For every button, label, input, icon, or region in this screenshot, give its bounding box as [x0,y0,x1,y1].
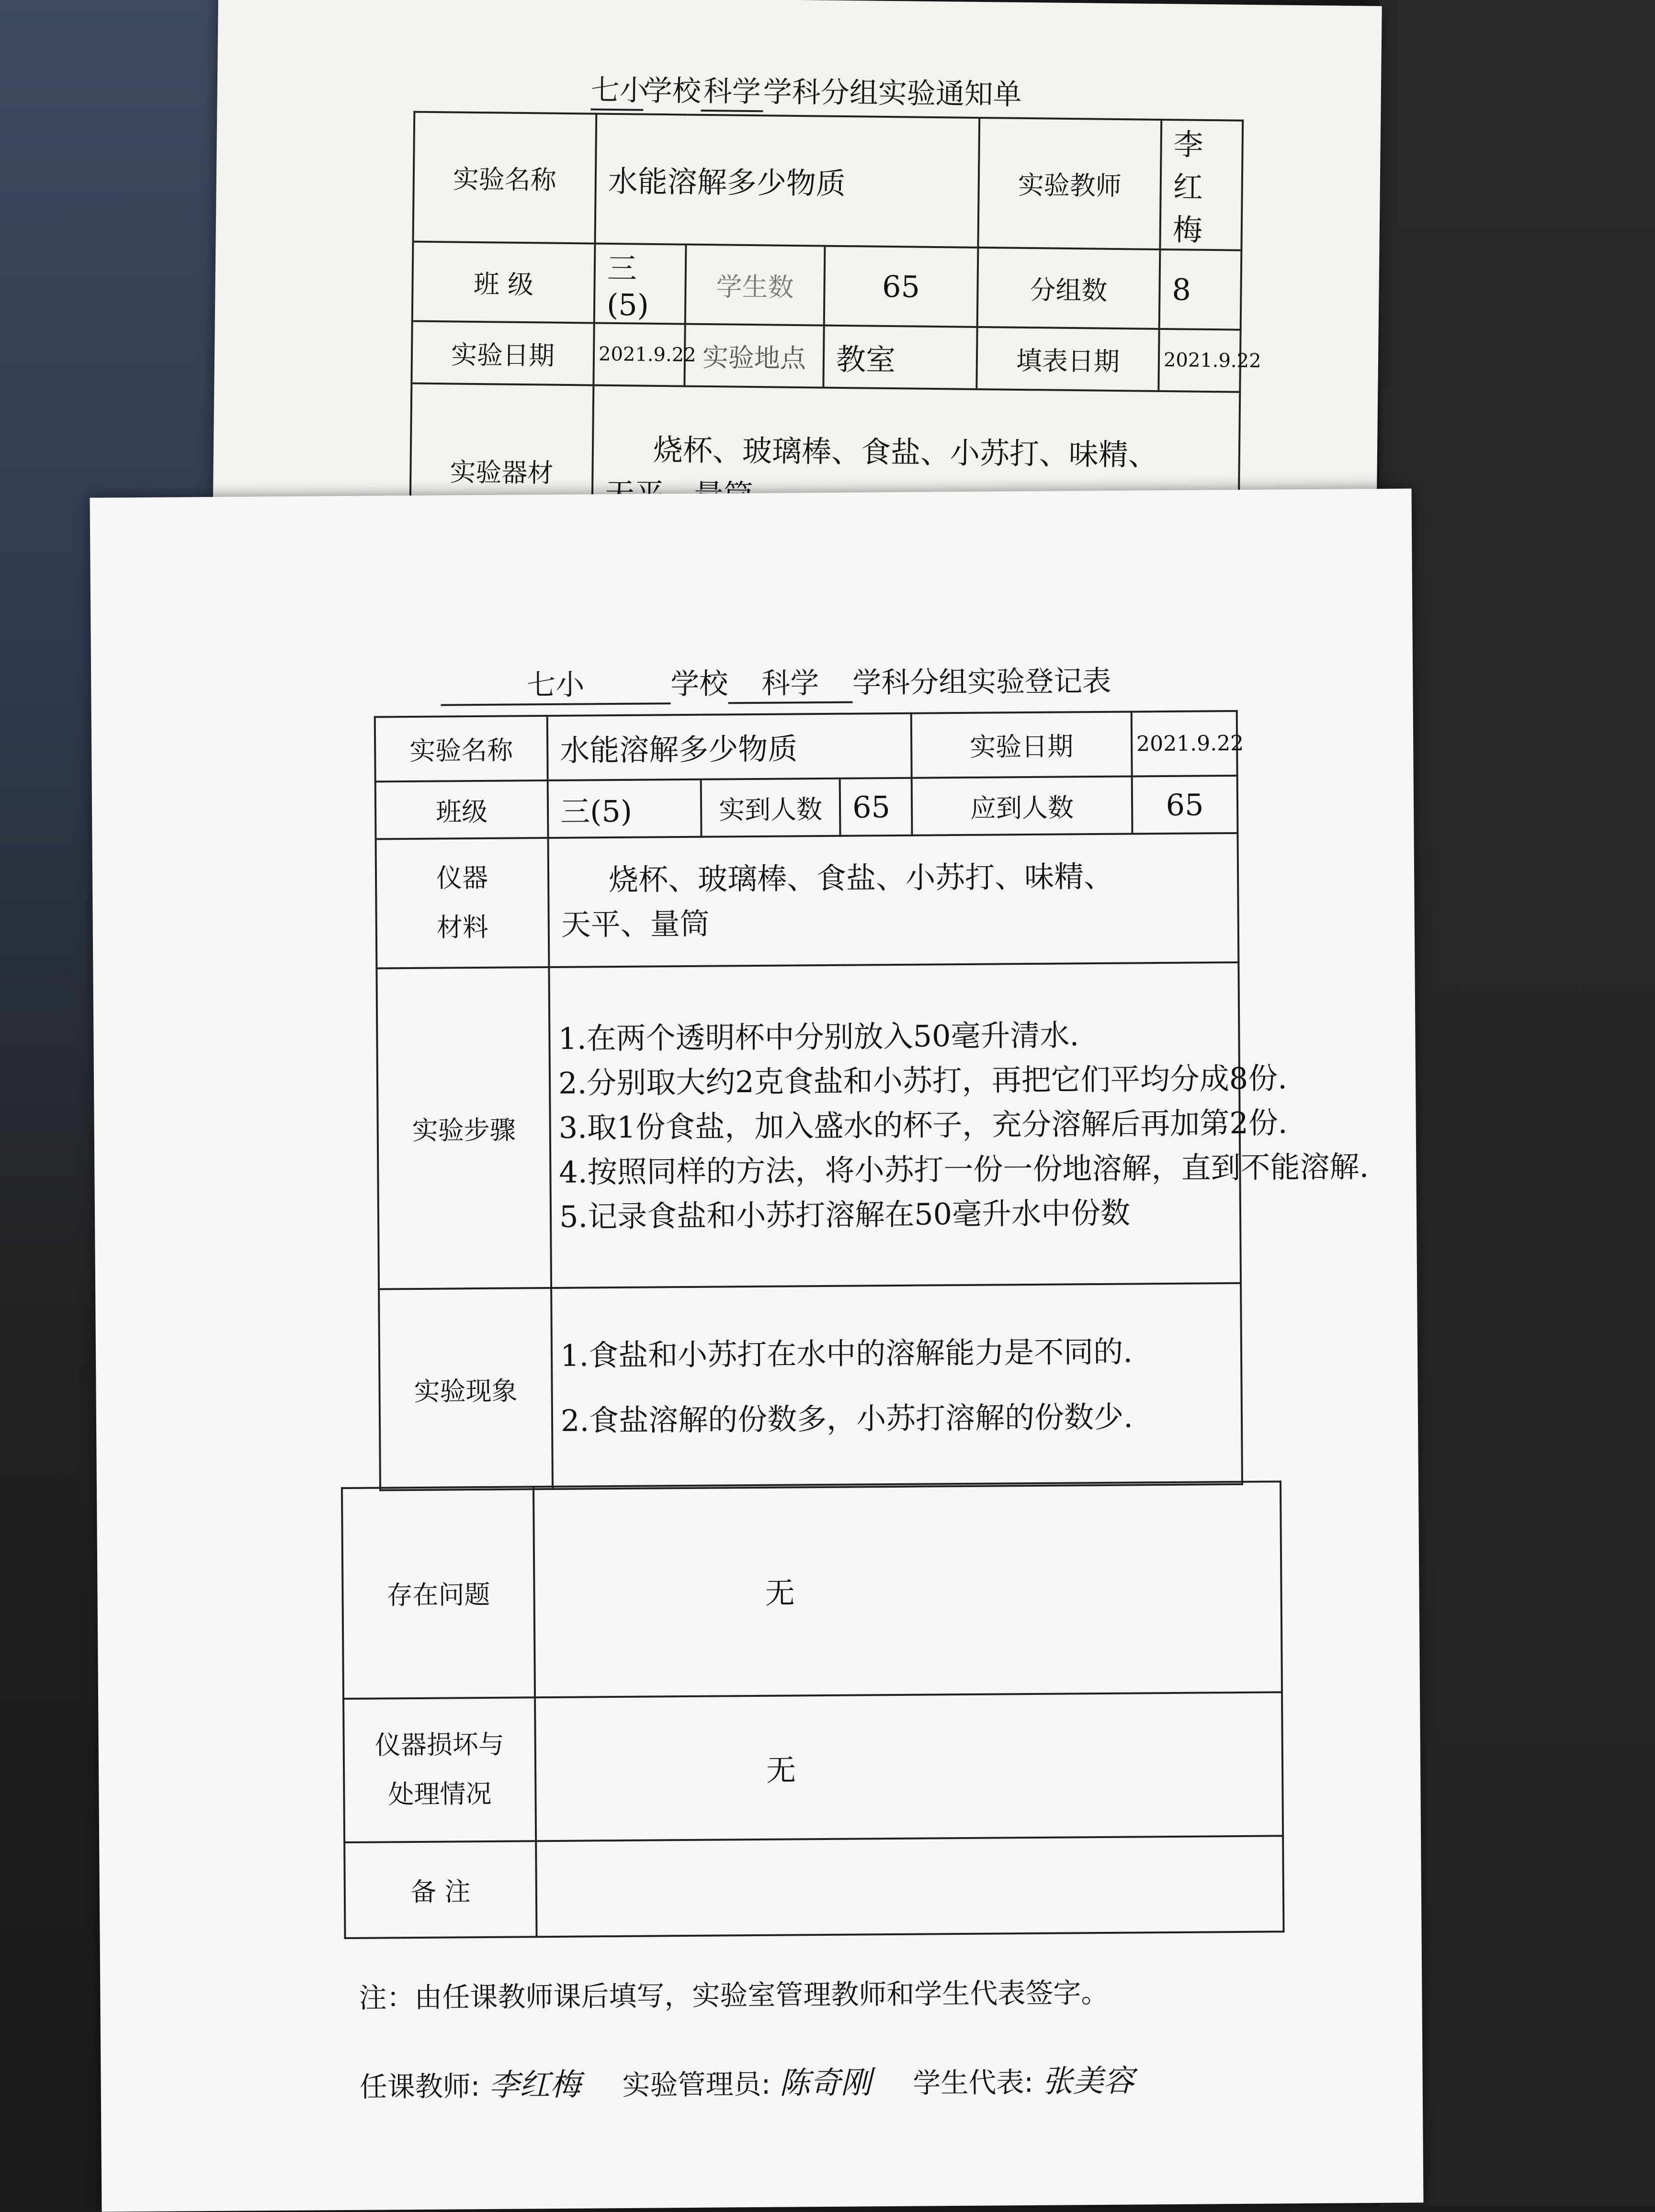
notice-label-date: 实验日期 [411,321,594,385]
register-value-remarks [536,1836,1283,1937]
sign-admin-signature: 陈奇刚 [779,2065,872,2101]
notice-value-fill-date: 2021.9.22 [1158,329,1240,392]
register-label-instruments-2: 材料 [436,912,489,943]
register-value-date: 2021.9.22 [1132,711,1237,777]
register-steps [549,962,1369,1288]
sign-student-label: 学生代表: [913,2066,1034,2099]
register-step: 3.取1份食盐，加入盛水的杯子，充分溶解后再加第2份. [558,1105,1288,1145]
register-label-class: 班级 [375,780,548,839]
notice-materials-line-1: 烧杯、玻璃棒、食盐、小苏打、味精、 [653,432,1158,473]
register-title-school: 七小 [441,661,671,706]
sign-admin-label: 实验管理员: [622,2067,771,2101]
register-title-suffix: 学科分组实验登记表 [852,664,1111,700]
register-step: 1.在两个透明杯中分别放入50毫升清水. [558,1017,1079,1056]
notice-sheet [213,0,1382,538]
register-step: 4.按照同样的方法，将小苏打一份一份地溶解，直到不能溶解. [559,1149,1369,1190]
register-value-damage: 无 [535,1692,1283,1841]
register-table-bottom [341,1480,1285,1939]
register-label-damage [343,1697,536,1842]
register-label-damage-2: 处理情况 [388,1778,492,1810]
register-label-date: 实验日期 [911,712,1132,778]
register-label-phenomenon: 实验现象 [379,1288,553,1490]
notice-value-groups: 8 [1159,249,1242,330]
register-signatures [359,2056,1134,2106]
register-value-actual: 65 [840,778,912,836]
register-footnote: 注：由任课教师课后填写，实验室管理教师和学生代表签字。 [359,1976,1109,2014]
notice-title-prefix: 学校 [643,74,702,108]
register-value-class: 三(5) [548,779,702,838]
notice-value-name: 水能溶解多少物质 [595,114,979,248]
notice-value-place: 教室 [823,326,977,389]
notice-label-place: 实验地点 [684,324,824,388]
register-value-problems: 无 [533,1481,1282,1697]
notice-title-subject: 科学 [701,68,763,112]
register-title-subject: 科学 [728,660,853,704]
register-phenomenon: 1.食盐和小苏打在水中的溶解能力是不同的. [560,1334,1133,1373]
register-materials-line-2: 天平、量筒 [561,906,710,942]
notice-title [590,67,1022,114]
register-materials-line-1: 烧杯、玻璃棒、食盐、小苏打、味精、 [608,858,1114,898]
notice-value-teacher: 李红梅 [1160,120,1243,250]
sign-teacher-signature: 李红梅 [488,2067,581,2103]
register-value-materials [548,833,1239,967]
register-label-steps: 实验步骤 [376,967,551,1289]
register-label-instruments [376,838,549,969]
register-label-name: 实验名称 [375,716,548,782]
notice-title-school: 七小 [590,67,644,111]
register-value-name: 水能溶解多少物质 [547,713,912,780]
notice-label-teacher: 实验教师 [978,118,1161,249]
notice-label-fill-date: 填表日期 [976,327,1159,391]
register-phenomena [551,1283,1242,1489]
register-phenomenon: 2.食盐溶解的份数多，小苏打溶解的份数少. [560,1399,1134,1438]
notice-label-class: 班 级 [412,242,595,323]
register-label-instruments-1: 仪器 [436,863,488,894]
notice-title-suffix: 学科分组实验通知单 [763,75,1022,112]
register-label-expected: 应到人数 [912,776,1133,835]
notice-label-groups: 分组数 [977,248,1160,329]
notice-value-date: 2021.9.22 [593,323,685,386]
notice-value-class: 三(5) [594,244,686,324]
notice-label-students: 学生数 [685,245,825,326]
register-step: 2.分别取大约2克食盐和小苏打，再把它们平均分成8份. [558,1060,1288,1101]
sign-teacher-label: 任课教师: [359,2070,480,2103]
register-label-remarks: 备 注 [344,1841,536,1938]
notice-value-students: 65 [824,246,978,327]
register-sheet [90,488,1424,2212]
register-value-expected: 65 [1132,776,1238,834]
register-label-problems: 存在问题 [342,1487,535,1699]
notice-label-name: 实验名称 [413,112,596,244]
sign-student-signature: 张美容 [1042,2063,1134,2099]
register-step: 5.记录食盐和小苏打溶解在50毫升水中份数 [559,1195,1131,1234]
notice-label-materials: 实验器材 [410,384,594,558]
register-table-top [374,710,1369,1491]
register-title [441,658,1111,706]
register-label-actual: 实到人数 [701,779,840,837]
register-label-damage-1: 仪器损坏与 [374,1729,504,1761]
register-title-prefix: 学校 [670,667,728,701]
